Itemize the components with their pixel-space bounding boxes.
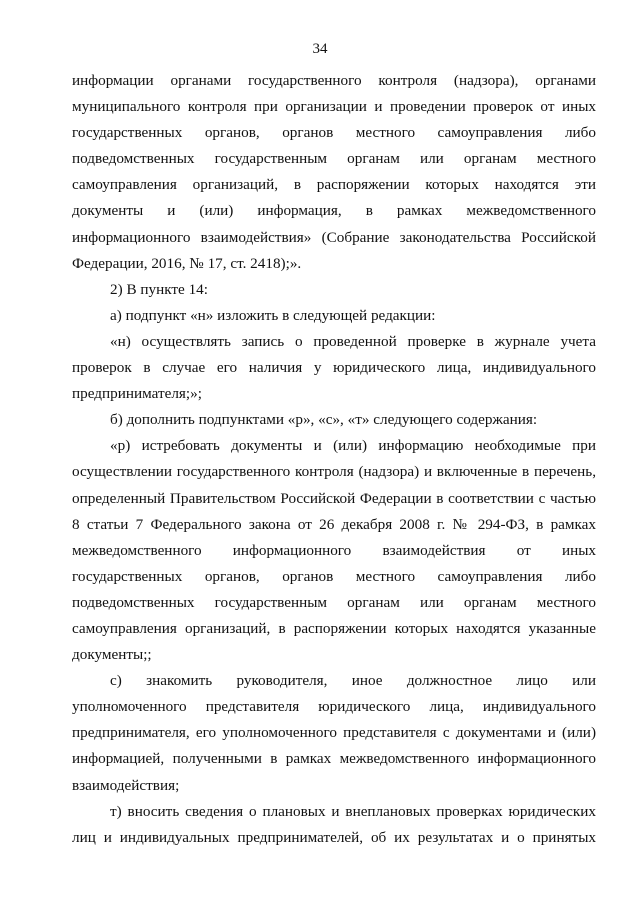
text-line: предпринимателя, его уполномоченного представителя с документами и (или) — [72, 724, 596, 742]
text-line: «р) истребовать документы и (или) информацию необходимые при — [110, 437, 596, 455]
text-line: «н) осуществлять запись о проведенной проверке в журнале учета — [110, 332, 596, 350]
text-line: государственных органов, органов местного самоуправления либо — [72, 124, 596, 142]
text-line: документы и (или) информация, в рамках межведомственного — [72, 202, 596, 220]
text-line: подведомственных государственным органам или органам местного — [72, 150, 596, 168]
text-line: межведомственного информационного взаимодействия от иных — [72, 541, 596, 559]
text-line: 2) В пункте 14: — [110, 280, 208, 298]
text-line: осуществлении государственного контроля (надзора) и включенные в перечень, — [72, 463, 596, 481]
text-line: б) дополнить подпунктами «р», «с», «т» следующего содержания: — [110, 411, 538, 429]
text-line: государственных органов, органов местного самоуправления либо — [72, 567, 596, 585]
text-line: Федерации, 2016, № 17, ст. 2418);». — [72, 254, 302, 272]
text-line: уполномоченного представителя юридического лица, индивидуального — [72, 698, 596, 716]
text-line: т) вносить сведения о плановых и внеплановых проверках юридических — [110, 802, 596, 820]
text-line: подведомственных государственным органам или органам местного — [72, 593, 596, 611]
text-line: с) знакомить руководителя, иное должностное лицо или — [110, 672, 596, 690]
text-line: самоуправления организаций, в распоряжении которых находятся указанные — [72, 619, 596, 637]
text-line: информационного взаимодействия» (Собрание законодательства Российской — [72, 228, 596, 246]
text-line: муниципального контроля при организации и проведении проверок от иных — [72, 98, 596, 116]
page-number: 34 — [312, 41, 328, 57]
document-body — [72, 68, 596, 851]
text-line: информацией, полученными в рамках межведомственного информационного — [72, 750, 596, 768]
text-line: самоуправления организаций, в распоряжении которых находятся эти — [72, 176, 596, 194]
text-line: а) подпункт «н» изложить в следующей редакции: — [110, 306, 436, 324]
text-line: документы;; — [72, 646, 152, 664]
text-line: проверок в случае его наличия у юридического лица, индивидуального — [72, 359, 596, 377]
text-line: предпринимателя;»; — [72, 385, 202, 403]
text-line: лиц и индивидуальных предпринимателей, об их результатах и о принятых — [72, 828, 596, 846]
text-line: 8 статьи 7 Федерального закона от 26 декабря 2008 г. № 294-ФЗ, в рамках — [72, 515, 596, 533]
text-line: информации органами государственного контроля (надзора), органами — [72, 72, 596, 89]
text-line: взаимодействия; — [72, 776, 180, 794]
text-line: определенный Правительством Российской Федерации в соответствии с частью — [72, 489, 596, 507]
